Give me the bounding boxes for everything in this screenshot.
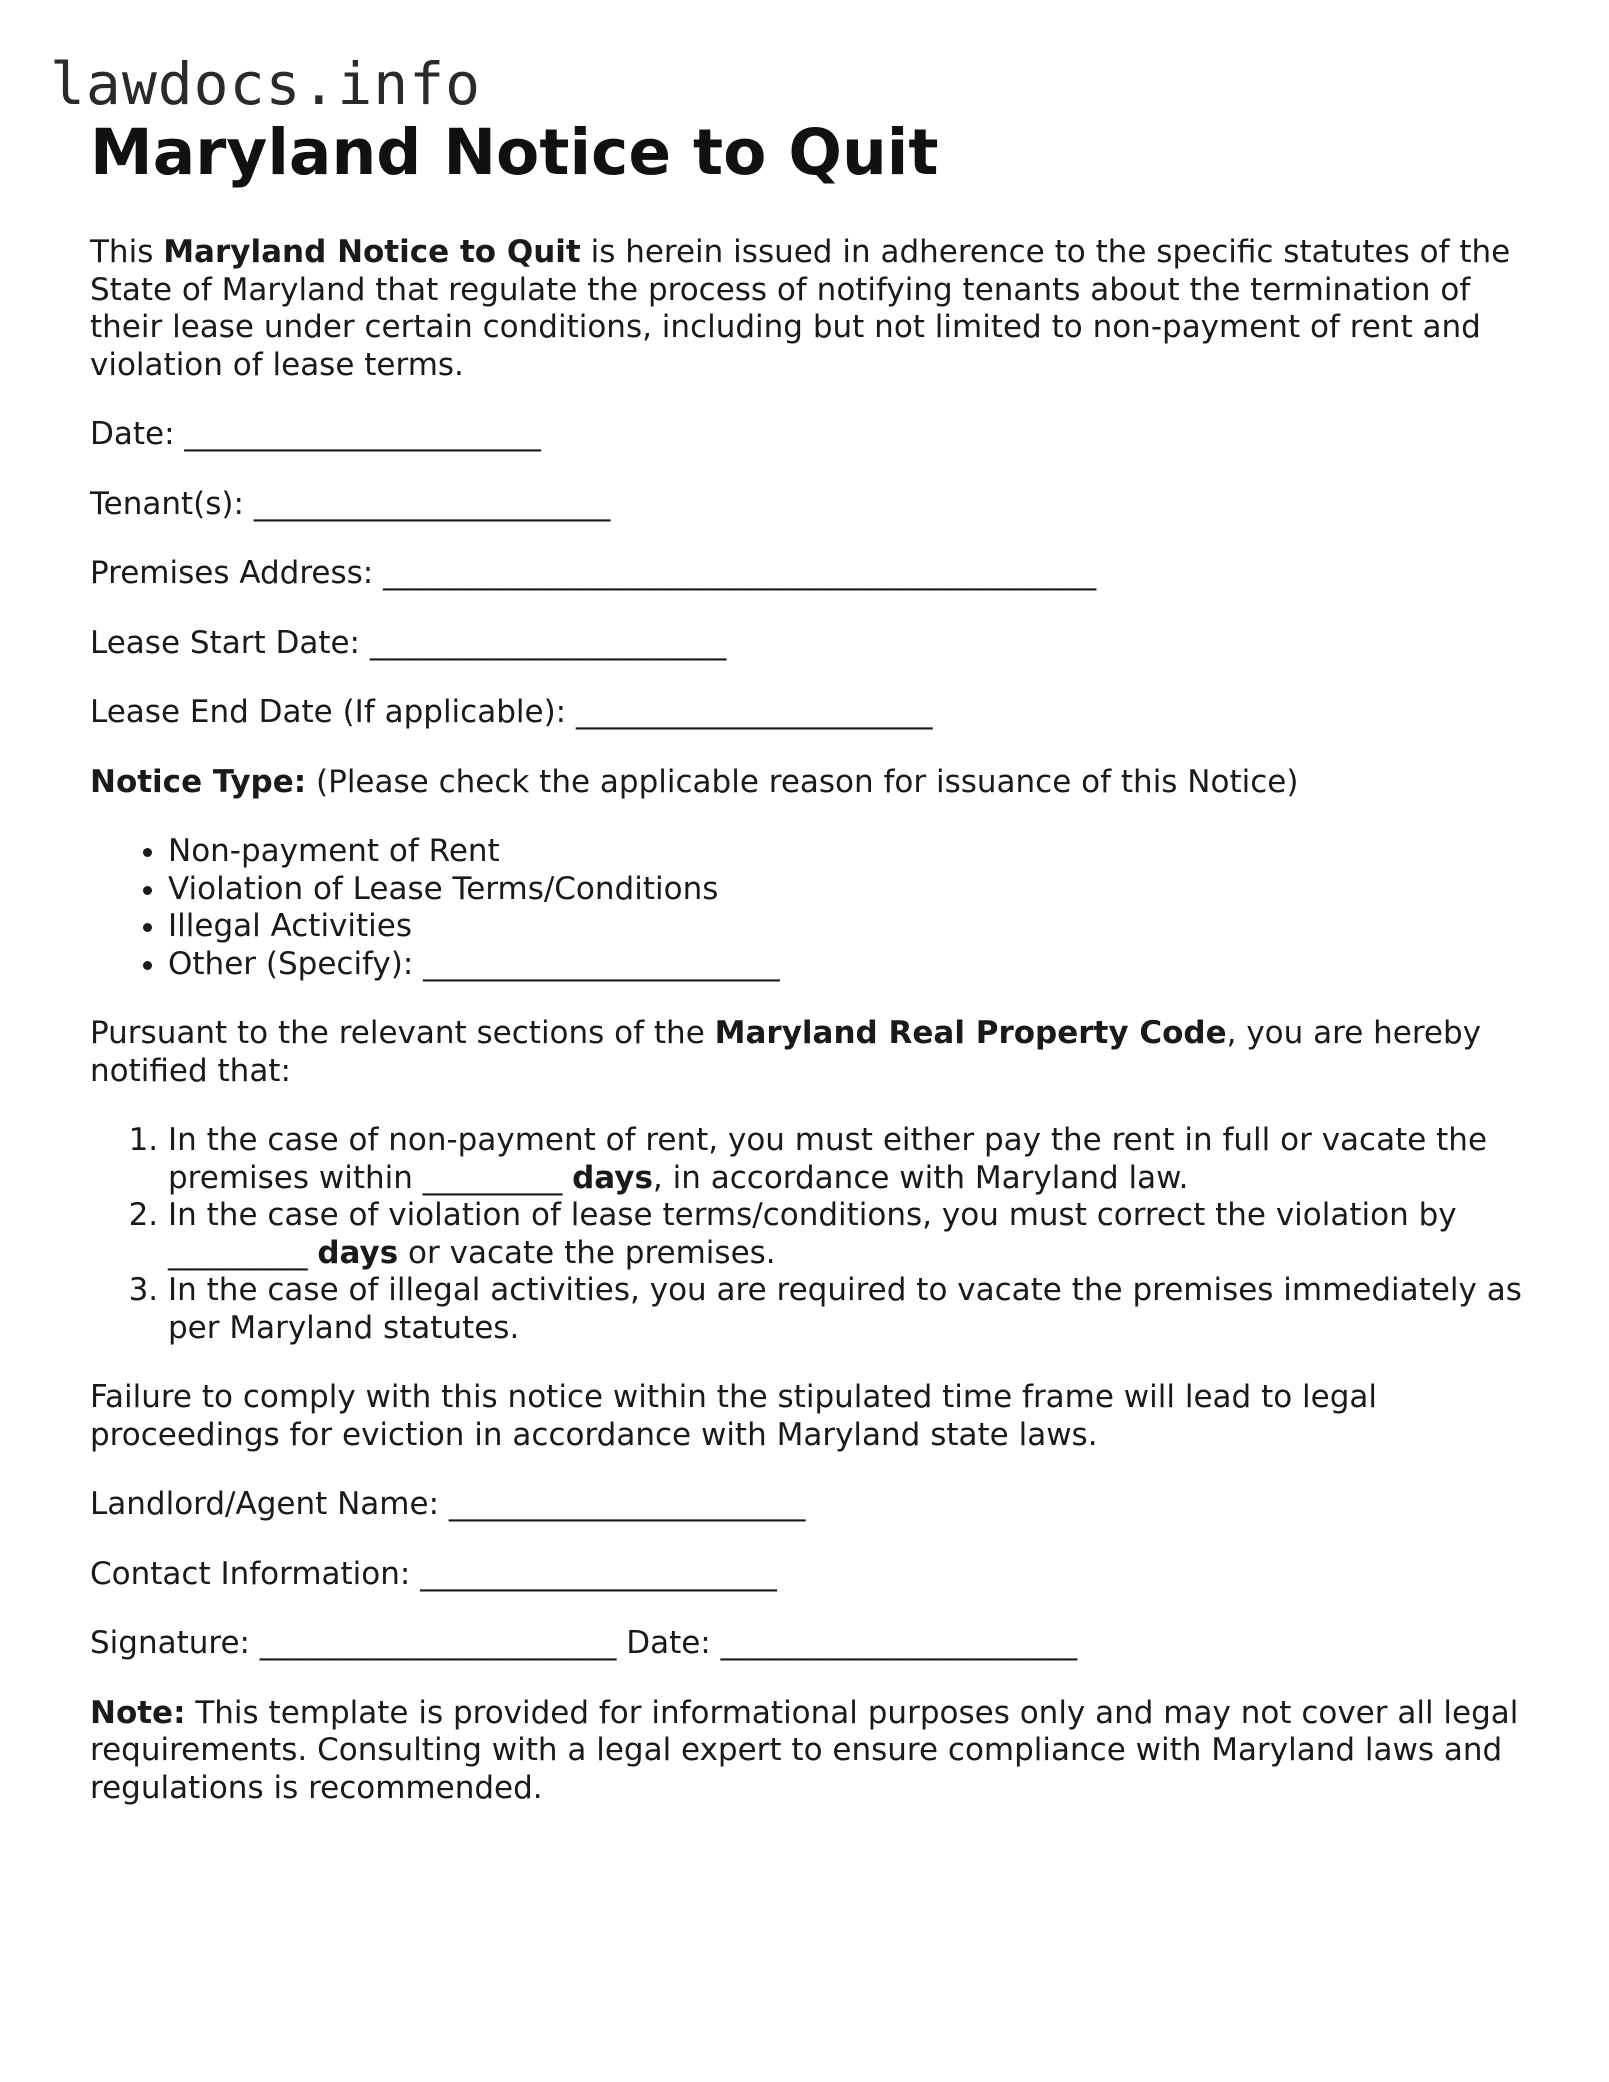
intro-suffix: is herein issued in adherence to the specific statutes of the State of Maryland that regulate the process of notifying tenants about the termination of their lease under certain conditions, including but not limited to non-payment of rent and violation of lease terms. [90,234,1511,383]
lease-end-date-field[interactable]: Lease End Date (If applicable): _______________________ [90,694,933,730]
contact-information-field[interactable]: Contact Information: _______________________ [90,1555,777,1592]
lease-start-date-field[interactable]: Lease Start Date: _______________________ [90,624,727,661]
notice-type-instructions: (Please check the applicable reason for issuance of this Notice) [306,763,1299,800]
term-non-payment [168,1122,1530,1197]
notice-type-label: Notice Type: [90,763,307,800]
notice-reasons-list [90,833,1530,983]
premises-address-field[interactable]: Premises Address: ______________________________________________ [90,555,1097,591]
reason-lease-violation[interactable]: • Violation of Lease Terms/Conditions [168,871,1530,909]
site-watermark: lawdocs.info [50,50,482,118]
pursuant-suffix: , you are hereby notified that: [90,1015,1482,1089]
term-text: In the case of non-payment of rent, you must either pay the rent in full or vacate the premises within _________ [168,1122,1488,1196]
term-days: days [572,1159,653,1196]
term-lease-violation [168,1197,1530,1272]
term-text-after: , in accordance with Maryland law. [652,1159,1189,1196]
reason-non-payment[interactable]: • Non-payment of Rent [168,833,1530,871]
term-text: In the case of illegal activities, you are required to vacate the premises immediately as per Maryland statutes. [168,1272,1522,1346]
note-text: This template is provided for informational purposes only and may not cover all legal requirements. Consulting with a legal expert to ensure compliance with Maryland laws and regulations is recommended. [90,1694,1519,1806]
intro-bold-title: Maryland Notice to Quit [163,234,581,270]
reason-other[interactable]: • Other (Specify): _______________________ [168,946,1530,984]
pursuant-code-name: Maryland Real Property Code [714,1015,1227,1051]
note-label: Note: [90,1694,186,1731]
page-title: Maryland Notice to Quit [90,116,939,189]
intro-prefix: This [90,234,164,270]
pursuant-paragraph [90,1015,1530,1090]
reason-illegal-activities[interactable]: • Illegal Activities [168,908,1530,946]
term-text-after: or vacate the premises. [398,1234,776,1271]
failure-paragraph: Failure to comply with this notice within the stipulated time frame will lead to legal proceedings for eviction in accordance with Maryland state laws. [90,1379,1378,1453]
notice-type-heading [90,764,1530,802]
term-illegal-activities [168,1272,1530,1347]
pursuant-prefix: Pursuant to the relevant sections of the [90,1015,715,1051]
term-days: days [317,1234,399,1271]
date-field[interactable]: Date: _______________________ [90,416,541,452]
signature-date-field[interactable]: Signature: _______________________ Date: _______________________ [90,1625,1078,1661]
intro-paragraph [90,234,1530,384]
notice-terms-list [90,1122,1530,1347]
landlord-name-field[interactable]: Landlord/Agent Name: _______________________ [90,1486,806,1522]
document-page [90,118,1530,1807]
term-text: In the case of violation of lease terms/conditions, you must correct the violation by _________ [168,1197,1457,1271]
tenants-field[interactable]: Tenant(s): _______________________ [90,485,611,522]
note-paragraph [90,1695,1530,1808]
